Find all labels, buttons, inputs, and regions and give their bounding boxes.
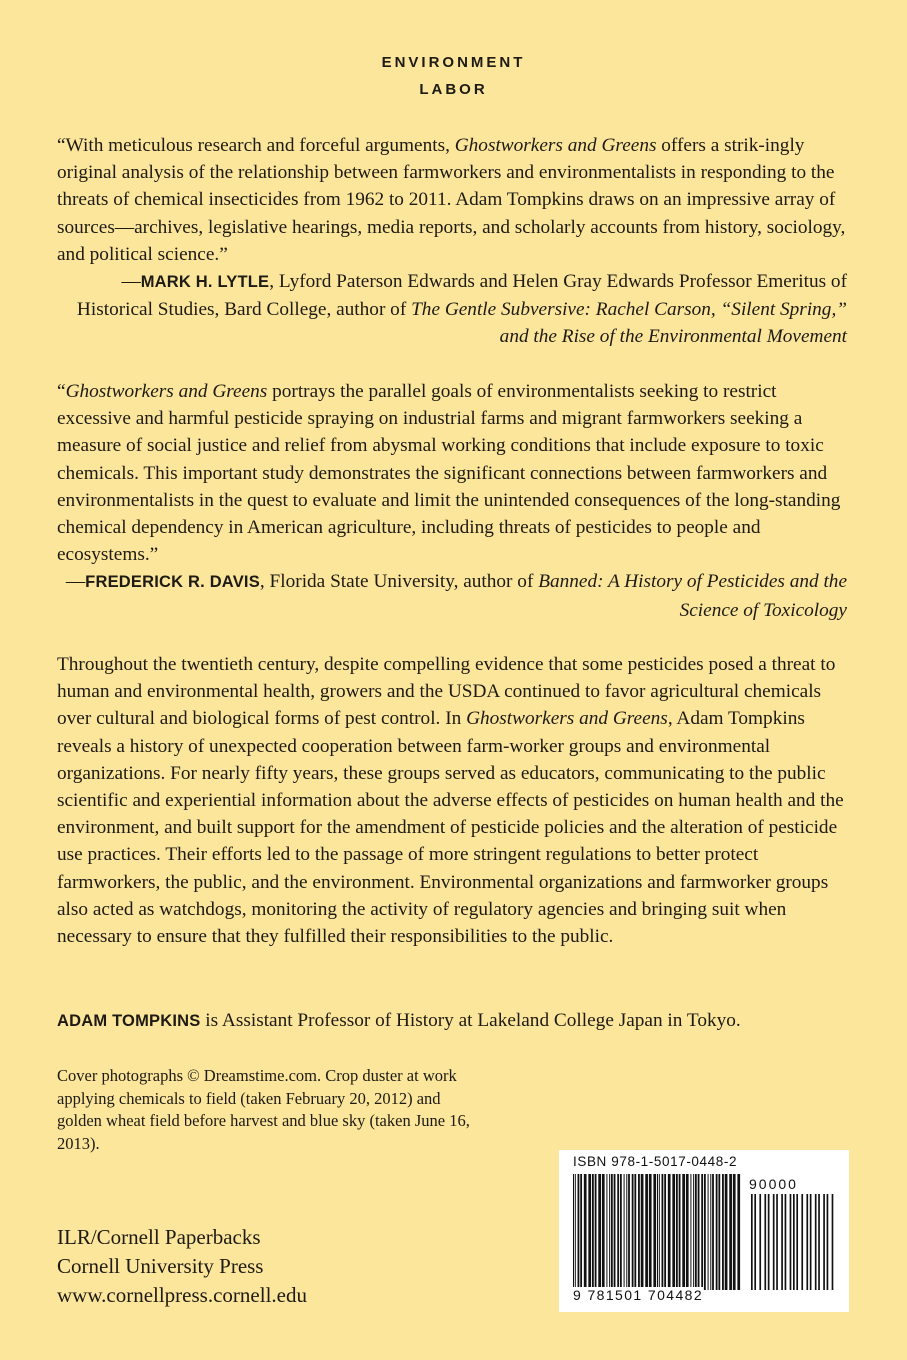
reviewer-book: The Gentle Subversive: Rachel Carson, “Silent Spring,” and the Rise of the Environmental Movement: [411, 299, 847, 348]
barcode-bar: [682, 1174, 685, 1290]
cover-credit: Cover photographs © Dreamstime.com. Crop duster at work applying chemicals to field (taken February 20, 2012) and golden wheat field before harvest and blue sky (taken June 16, 2013).: [57, 1066, 470, 1153]
barcode-bar: [664, 1174, 666, 1290]
barcode-bar: [827, 1194, 829, 1290]
barcode-bar: [592, 1174, 594, 1290]
barcode-bar: [773, 1194, 775, 1290]
barcode-bar: [785, 1194, 787, 1290]
publisher-series: ILR/Cornell Paperbacks: [57, 1225, 261, 1249]
blurb-lytle: [57, 132, 847, 351]
barcode-bar: [659, 1174, 660, 1290]
barcode-bar: [810, 1194, 812, 1290]
barcode-bar: [695, 1174, 697, 1290]
barcode-bar: [626, 1174, 627, 1290]
barcode-bar: [729, 1174, 732, 1290]
book-title: Ghostworkers and Greens: [454, 135, 657, 156]
barcode-bar: [806, 1194, 808, 1290]
barcode-bar: [698, 1174, 700, 1290]
barcode-bar: [759, 1194, 761, 1290]
barcode-box: [559, 1150, 849, 1312]
reviewer-book: Banned: A History of Pesticides and the Science of Toxicology: [538, 571, 847, 621]
barcode-bar: [764, 1194, 766, 1290]
barcode-bar: [790, 1194, 792, 1290]
barcode-bar: [722, 1174, 724, 1290]
barcode-bar: [801, 1194, 803, 1290]
book-title: Ghostworkers and Greens: [65, 381, 268, 402]
barcode-bar: [653, 1174, 656, 1290]
publisher-name: Cornell University Press: [57, 1254, 264, 1278]
barcode-bar: [595, 1174, 597, 1290]
barcode-bar: [832, 1194, 834, 1290]
barcode-bar: [657, 1174, 658, 1290]
barcode-bar: [575, 1174, 576, 1290]
barcode-bar: [668, 1174, 671, 1290]
barcode-bar: [645, 1174, 648, 1290]
barcode-bar: [588, 1174, 591, 1290]
barcode-bar: [676, 1174, 678, 1290]
reviewer-name: MARK H. LYTLE: [140, 273, 270, 292]
barcode-bar: [578, 1174, 580, 1290]
barcode-bar: [793, 1194, 795, 1290]
barcode-bar: [710, 1174, 711, 1290]
barcode-bar: [712, 1174, 714, 1290]
barcode-bar: [614, 1174, 616, 1290]
barcode-bar: [580, 1174, 582, 1290]
barcode-bar: [606, 1174, 607, 1290]
barcode-bar: [718, 1174, 720, 1290]
barcode-bar: [768, 1194, 770, 1290]
barcode-bar: [690, 1174, 691, 1290]
barcode-bar: [584, 1174, 587, 1290]
reviewer-name: FREDERICK R. DAVIS: [85, 573, 260, 592]
blurb-lytle-attribution: —MARK H. LYTLE, Lyford Paterson Edwards and Helen Gray Edwards Professor Emeritus of Historical Studies, Bard College, author of The Gentle Subversive: Rachel Carson, “Silent Spring,” and the Rise of the Environmental Movement: [76, 271, 847, 348]
barcode-bar: [573, 1174, 574, 1290]
barcode-bar: [628, 1174, 630, 1290]
barcode-bar: [823, 1194, 825, 1290]
barcode-bar: [725, 1174, 728, 1290]
barcode-bar: [617, 1174, 619, 1290]
barcode-bar: [672, 1174, 675, 1290]
category-labor: LABOR: [419, 81, 488, 98]
author-bio: ADAM TOMPKINS is Assistant Professor of History at Lakeland College Japan in Tokyo.: [57, 1010, 741, 1031]
barcode-bar: [776, 1194, 778, 1290]
barcode-bar: [641, 1174, 644, 1290]
barcode-bar: [662, 1174, 664, 1290]
barcode-bar: [638, 1174, 640, 1290]
barcode-bar: [632, 1174, 634, 1290]
barcode-bar: [602, 1174, 605, 1290]
blurb-davis: [57, 378, 847, 624]
barcode-bar: [611, 1174, 613, 1290]
barcode-bar: [701, 1174, 703, 1290]
blurb-lytle-quote: “With meticulous research and forceful arguments, Ghostworkers and Greens offers a strik-ingly original analysis of the relationship between farmworkers and environmentalists in responding to the threats of chemical insecticides from 1962 to 2011. Adam Tompkins draws on an impressive array of sources—archives, legislative hearings, media reports, and scholarly accounts from history, sociology, and political science.”: [57, 135, 846, 265]
barcode-bar: [634, 1174, 636, 1290]
barcode-bar: [693, 1174, 694, 1290]
barcode-bar: [815, 1194, 817, 1290]
barcode-bar: [609, 1174, 610, 1290]
barcode-bar: [598, 1174, 601, 1290]
author-name: ADAM TOMPKINS: [57, 1012, 201, 1030]
barcode-bar: [716, 1174, 718, 1290]
barcode-bar: [679, 1174, 681, 1290]
barcode-digits: 9 781501 704482: [573, 1287, 703, 1303]
barcode-bar: [796, 1194, 798, 1290]
category-environment: ENVIRONMENT: [381, 54, 526, 71]
blurb-davis-attribution: —FREDERICK R. DAVIS, Florida State University, author of Banned: A History of Pesticides and the Science of Toxicology: [65, 571, 847, 621]
barcode-bar: [624, 1174, 625, 1290]
barcode-bar: [620, 1174, 622, 1290]
barcode-bar: [751, 1194, 753, 1290]
barcode-bar: [737, 1174, 740, 1290]
barcode-bar: [649, 1174, 652, 1290]
barcode-bar: [733, 1174, 736, 1290]
book-description: Throughout the twentieth century, despite compelling evidence that some pesticides posed a threat to human and environmental health, growers and the USDA continued to favor agricultural chemicals over cultural and biological forms of pest control. In Ghostworkers and Greens, Adam Tompkins reveals a history of unexpected cooperation between farm-worker groups and environmental organizations. For nearly fifty years, these groups served as educators, communicating to the public scientific and experiential information about the adverse effects of pesticides on human health and the environment, and built support for the amendment of pesticide policies and the alteration of pesticide use practices. Their efforts led to the passage of more stringent regulations to better protect farmworkers, the public, and the environment. Environmental organizations and farmworker groups also acted as watchdogs, monitoring the activity of regulatory agencies and bringing suit when necessary to ensure that they fulfilled their responsibilities to the public.: [57, 654, 844, 948]
price-code: 90000: [749, 1176, 798, 1192]
barcode-bar: [708, 1174, 709, 1290]
blurb-davis-quote: “Ghostworkers and Greens portrays the parallel goals of environmentalists seeking to restrict excessive and harmful pesticide spraying on industrial farms and migrant farmworkers seeking a measure of social justice and relief from abysmal working conditions that include exposure to toxic chemicals. This important study demonstrates the significant connections between farmworkers and environmentalists in the quest to evaluate and limit the unintended consequences of the long-standing chemical dependency in American agriculture, including threats of pesticides to people and ecosystems.”: [57, 381, 841, 566]
barcode-bar: [781, 1194, 783, 1290]
barcode-bar: [818, 1194, 820, 1290]
publisher-url: www.cornellpress.cornell.edu: [57, 1283, 307, 1307]
barcode-bar: [704, 1174, 706, 1290]
barcode-bar: [686, 1174, 689, 1290]
barcode-bar: [754, 1194, 756, 1290]
book-title: Ghostworkers and Greens: [466, 708, 668, 730]
isbn-label: ISBN 978-1-5017-0448-2: [573, 1154, 738, 1169]
publisher-block: [57, 1223, 307, 1310]
